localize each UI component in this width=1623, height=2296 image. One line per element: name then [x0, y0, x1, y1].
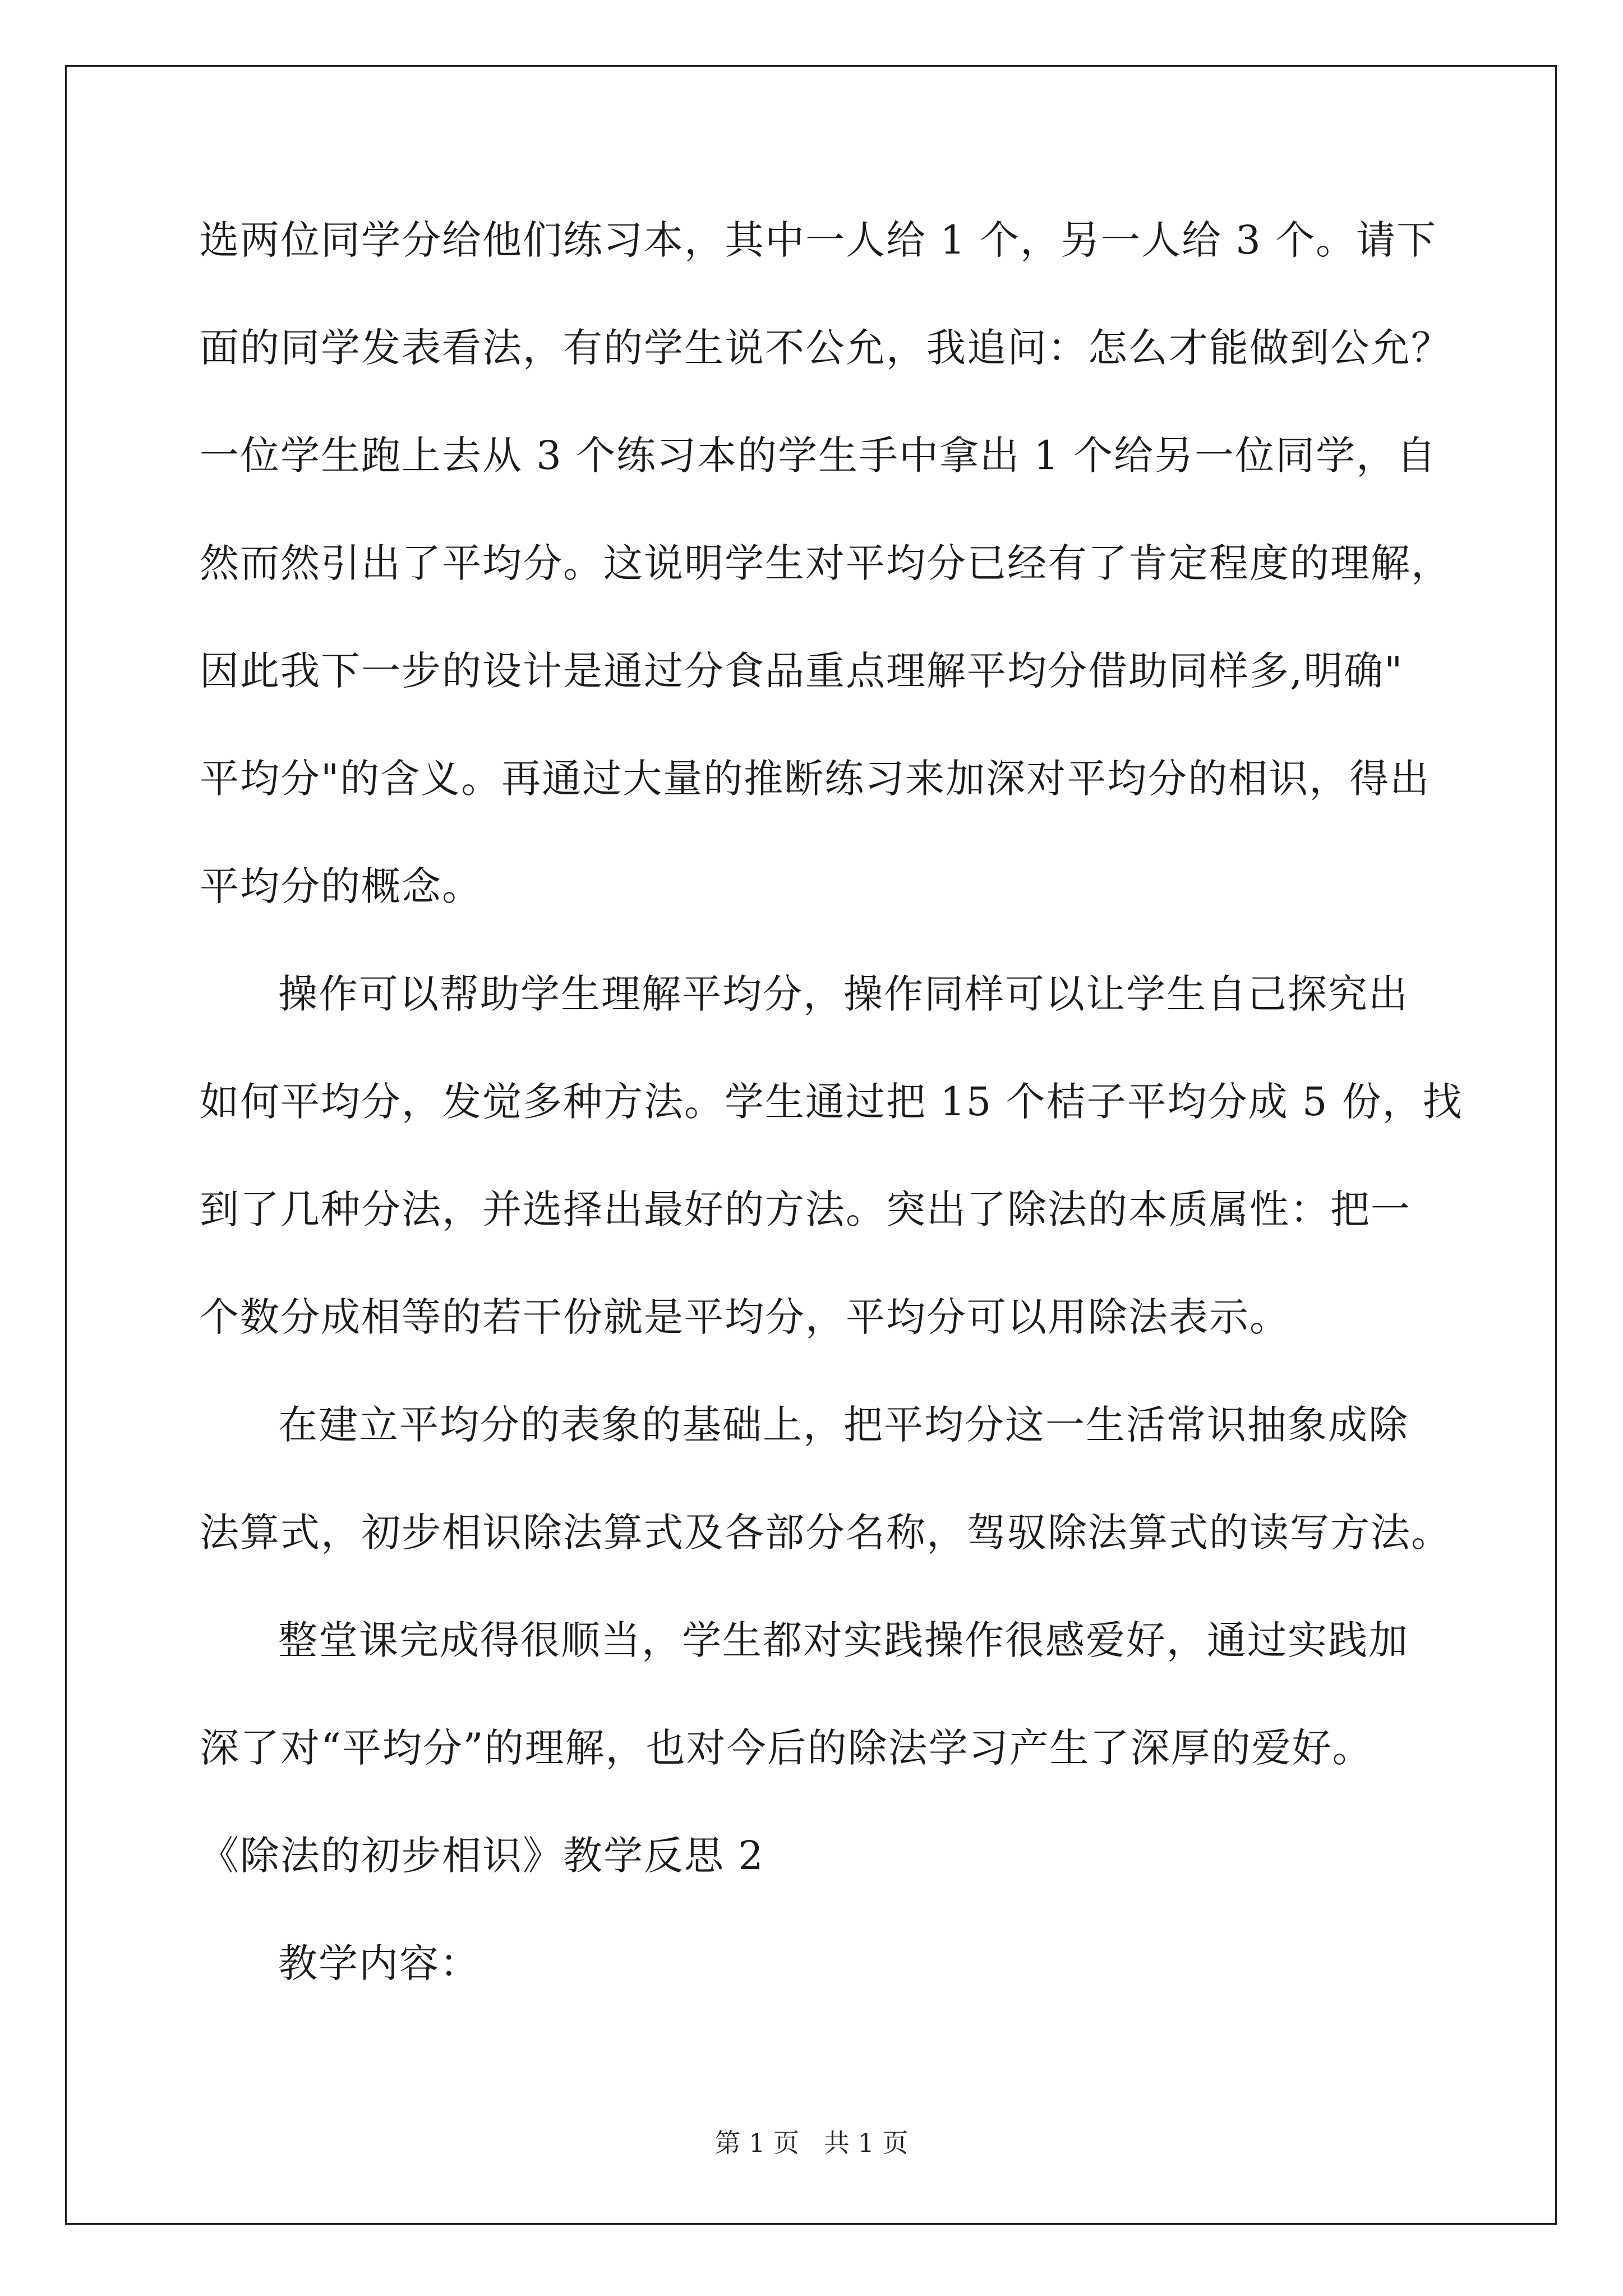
- text-line: 因此我下一步的设计是通过分食品重点理解平均分借助同样多,明确": [200, 648, 1404, 694]
- text-line: 然而然引出了平均分。这说明学生对平均分已经有了肯定程度的理解，: [200, 540, 1451, 586]
- section-heading: 《除法的初步相识》教学反思 2: [200, 1833, 764, 1879]
- text-line: 如何平均分，发觉多种方法。学生通过把 15 个桔子平均分成 5 份，找: [200, 1079, 1463, 1125]
- text-line: 面的同学发表看法，有的学生说不公允，我追问：怎么才能做到公允？: [200, 325, 1451, 371]
- paragraph-start-line: 整堂课完成得很顺当，学生都对实践操作很感爱好，通过实践加: [278, 1617, 1409, 1663]
- text-line: 个数分成相等的若干份就是平均分，平均分可以用除法表示。: [200, 1294, 1290, 1340]
- text-line: 选两位同学分给他们练习本，其中一人给 1 个，另一人给 3 个。请下: [200, 217, 1437, 263]
- text-line: 一位学生跑上去从 3 个练习本的学生手中拿出 1 个给另一位同学，自: [200, 432, 1437, 478]
- text-line: 到了几种分法，并选择出最好的方法。突出了除法的本质属性：把一: [200, 1186, 1411, 1232]
- text-line: 法算式，初步相识除法算式及各部分名称，驾驭除法算式的读写方法。: [200, 1510, 1451, 1556]
- text-line: 深了对“平均分”的理解，也对今后的除法学习产生了深厚的爱好。: [200, 1725, 1373, 1771]
- text-line: 平均分的概念。: [200, 863, 482, 909]
- text-line: 平均分"的含义。再通过大量的推断练习来加深对平均分的相识，得出: [200, 756, 1431, 802]
- paragraph-start-line: 教学内容：: [278, 1940, 480, 1986]
- paragraph-start-line: 操作可以帮助学生理解平均分，操作同样可以让学生自己探究出: [278, 971, 1409, 1017]
- page-number: 第 1 页 共 1 页: [714, 2128, 909, 2158]
- page-border: [65, 65, 1557, 2225]
- paragraph-start-line: 在建立平均分的表象的基础上，把平均分这一生活常识抽象成除: [278, 1402, 1409, 1448]
